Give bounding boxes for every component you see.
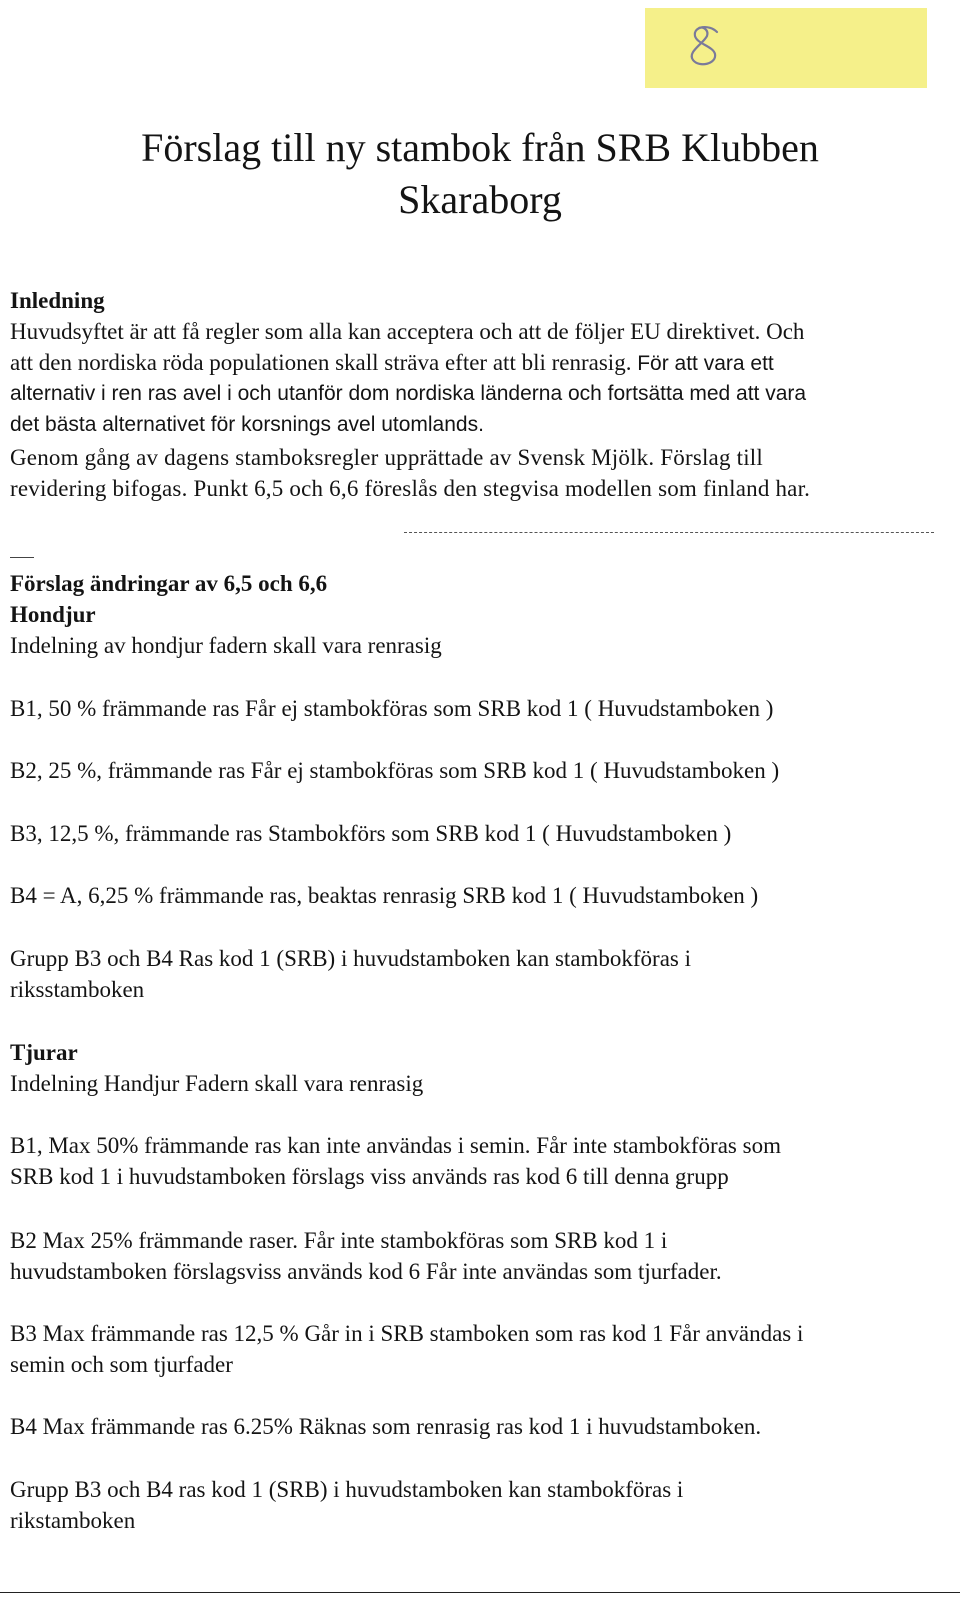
heading-tjurar: Tjurar [10, 1040, 78, 1065]
hondjur-grupp-line-1: Grupp B3 och B4 Ras kod 1 (SRB) i huvudstamboken kan stambokföras i [10, 946, 692, 971]
title-line-2: Skaraborg [398, 177, 562, 222]
title-line-1: Förslag till ny stambok från SRB Klubben [141, 125, 819, 170]
tjurar-b1-line-1: B1, Max 50% främmande ras kan inte användas i semin. Får inte stambokföras som [10, 1133, 781, 1158]
tjurar-intro: Indelning Handjur Fadern skall vara renrasig [10, 1071, 424, 1096]
handwritten-page-number-8 [673, 22, 733, 74]
hondjur-b4: B4 = A, 6,25 % främmande ras, beaktas renrasig SRB kod 1 ( Huvudstamboken ) [10, 883, 759, 908]
inledning-line-6: revidering bifogas. Punkt 6,5 och 6,6 föreslås den stegvisa modellen som finland har. [10, 476, 811, 501]
hondjur-b2: B2, 25 %, främmande ras Får ej stambokföras som SRB kod 1 ( Huvudstamboken ) [10, 758, 780, 783]
tjurar-grupp-line-2: rikstamboken [10, 1508, 136, 1533]
heading-forslag: Förslag ändringar av 6,5 och 6,6 [10, 571, 328, 596]
tjurar-b3-line-1: B3 Max främmande ras 12,5 % Går in i SRB stamboken som ras kod 1 Får användas i [10, 1321, 804, 1346]
tjurar-b4: B4 Max främmande ras 6.25% Räknas som renrasig ras kod 1 i huvudstamboken. [10, 1414, 762, 1439]
inledning-line-2-text: att den nordiska röda populationen skall sträva efter att bli renrasig. [10, 350, 632, 375]
sticky-note [645, 8, 927, 88]
tjurar-b1-line-2: SRB kod 1 i huvudstamboken förslags viss används ras kod 6 till denna grupp [10, 1164, 729, 1189]
tjurar-b3-line-2: semin och som tjurfader [10, 1352, 233, 1377]
hondjur-b3: B3, 12,5 %, främmande ras Stambokförs som SRB kod 1 ( Huvudstamboken ) [10, 821, 732, 846]
document-title [0, 122, 960, 226]
hondjur-b1: B1, 50 % främmande ras Får ej stambokföras som SRB kod 1 ( Huvudstamboken ) [10, 696, 774, 721]
hondjur-intro: Indelning av hondjur fadern skall vara renrasig [10, 633, 442, 658]
heading-hondjur: Hondjur [10, 602, 96, 627]
bottom-edge-line [0, 1592, 960, 1593]
inledning-line-2b: För att vara ett [637, 352, 774, 375]
inledning-line-3: alternativ i ren ras avel i och utanför dom nordiska länderna och fortsätta med att vara [10, 382, 807, 405]
heading-inledning: Inledning [10, 288, 105, 313]
short-divider [10, 557, 34, 558]
tjurar-b2-line-2: huvudstamboken förslagsviss används kod 6 Får inte användas som tjurfader. [10, 1259, 722, 1284]
inledning-line-2 [10, 347, 940, 379]
tjurar-b2-line-1: B2 Max 25% främmande raser. Får inte stambokföras som SRB kod 1 i [10, 1228, 668, 1253]
dashed-divider [404, 532, 934, 533]
inledning-line-4: det bästa alternativet för korsnings avel utomlands. [10, 413, 484, 436]
inledning-line-5: Genom gång av dagens stamboksregler upprättade av Svensk Mjölk. Förslag till [10, 445, 763, 470]
tjurar-grupp-line-1: Grupp B3 och B4 ras kod 1 (SRB) i huvudstamboken kan stambokföras i [10, 1477, 684, 1502]
hondjur-grupp-line-2: riksstamboken [10, 977, 145, 1002]
inledning-line-1: Huvudsyftet är att få regler som alla kan acceptera och att de följer EU direktivet. Och [10, 319, 805, 344]
